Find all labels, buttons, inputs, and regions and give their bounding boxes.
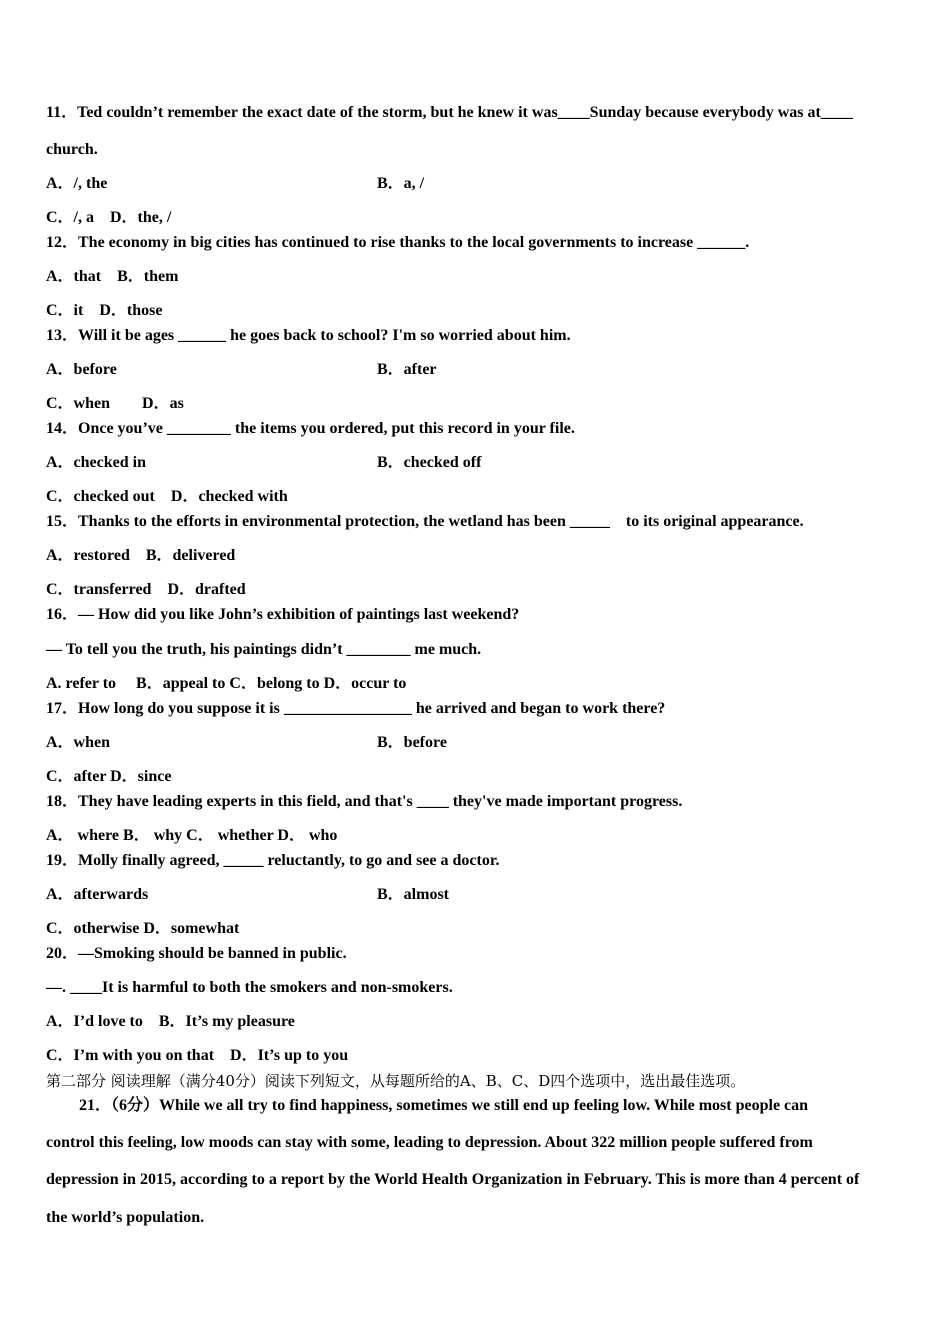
q19-option-b: B．almost — [377, 886, 450, 903]
q13-option-b: B．after — [377, 361, 437, 378]
q11-option-a: A．/, the — [46, 175, 108, 192]
q17-option-cd: C．after D．since — [46, 768, 172, 785]
q18-options: A． where B． why C． whether D． who — [46, 827, 338, 844]
q19-option-cd: C．otherwise D．somewhat — [46, 920, 240, 937]
q17-stem: 17．How long do you suppose it is ________________ he arrived and began to work there? — [46, 700, 666, 717]
q20-line2: —. ____It is harmful to both the smokers and non-smokers. — [46, 979, 453, 996]
q20-option-cd: C．I’m with you on that D．It’s up to you — [46, 1047, 349, 1064]
q21-line-4: the world’s population. — [46, 1209, 205, 1226]
q18-stem: 18．They have leading experts in this field, and that's ____ they've made important progress. — [46, 793, 683, 810]
q11-option-cd: C．/, a D．the, / — [46, 209, 172, 226]
q21-line-3: depression in 2015, according to a report by the World Health Organization in February. This is more than 4 percent of — [46, 1171, 860, 1188]
q15-option-cd: C．transferred D．drafted — [46, 581, 246, 598]
q15-option-ab: A．restored B．delivered — [46, 547, 236, 564]
q13-option-a: A．before — [46, 361, 117, 378]
q16-stem: 16．— How did you like John’s exhibition of paintings last weekend? — [46, 606, 520, 623]
q21-line-2: control this feeling, low moods can stay with some, leading to depression. About 322 million people suffered from — [46, 1134, 813, 1151]
q17-option-a: A．when — [46, 734, 111, 751]
q13-stem: 13．Will it be ages ______ he goes back to school? I'm so worried about him. — [46, 327, 571, 344]
q12-option-cd: C．it D．those — [46, 302, 163, 319]
q14-stem: 14．Once you’ve ________ the items you ordered, put this record in your file. — [46, 420, 575, 437]
q16-line2: — To tell you the truth, his paintings didn’t ________ me much. — [46, 641, 482, 658]
q11-option-b: B．a, / — [377, 175, 425, 192]
q20-option-ab: A．I’d love to B．It’s my pleasure — [46, 1013, 295, 1030]
q19-stem: 19．Molly finally agreed, _____ reluctantly, to go and see a doctor. — [46, 852, 500, 869]
q19-option-a: A．afterwards — [46, 886, 149, 903]
q12-stem: 12．The economy in big cities has continued to rise thanks to the local governments to increase ______. — [46, 234, 750, 251]
q16-options: A. refer to B．appeal to C．belong to D．occur to — [46, 675, 407, 692]
q13-option-cd: C．when D．as — [46, 395, 184, 412]
q11-stem: 11．Ted couldn’t remember the exact date of the storm, but he knew it was____Sunday because everybody was at____ — [46, 104, 853, 121]
section2-heading: 第二部分 阅读理解（满分40分）阅读下列短文，从每题所给的A、B、C、D四个选项中，选出最佳选项。 — [46, 1072, 746, 1090]
q17-option-b: B．before — [377, 734, 447, 751]
q12-option-ab: A．that B．them — [46, 268, 179, 285]
q14-option-cd: C．checked out D．checked with — [46, 488, 288, 505]
q15-stem: 15．Thanks to the efforts in environmental protection, the wetland has been _____ to its original appearance. — [46, 513, 804, 530]
q20-stem: 20．—Smoking should be banned in public. — [46, 945, 347, 962]
q21-line-1: 21．（6分）While we all try to find happiness, sometimes we still end up feeling low. While most people can — [79, 1097, 809, 1114]
q14-option-a: A．checked in — [46, 454, 147, 471]
q11-stem-cont: church. — [46, 141, 98, 158]
q14-option-b: B．checked off — [377, 454, 482, 471]
